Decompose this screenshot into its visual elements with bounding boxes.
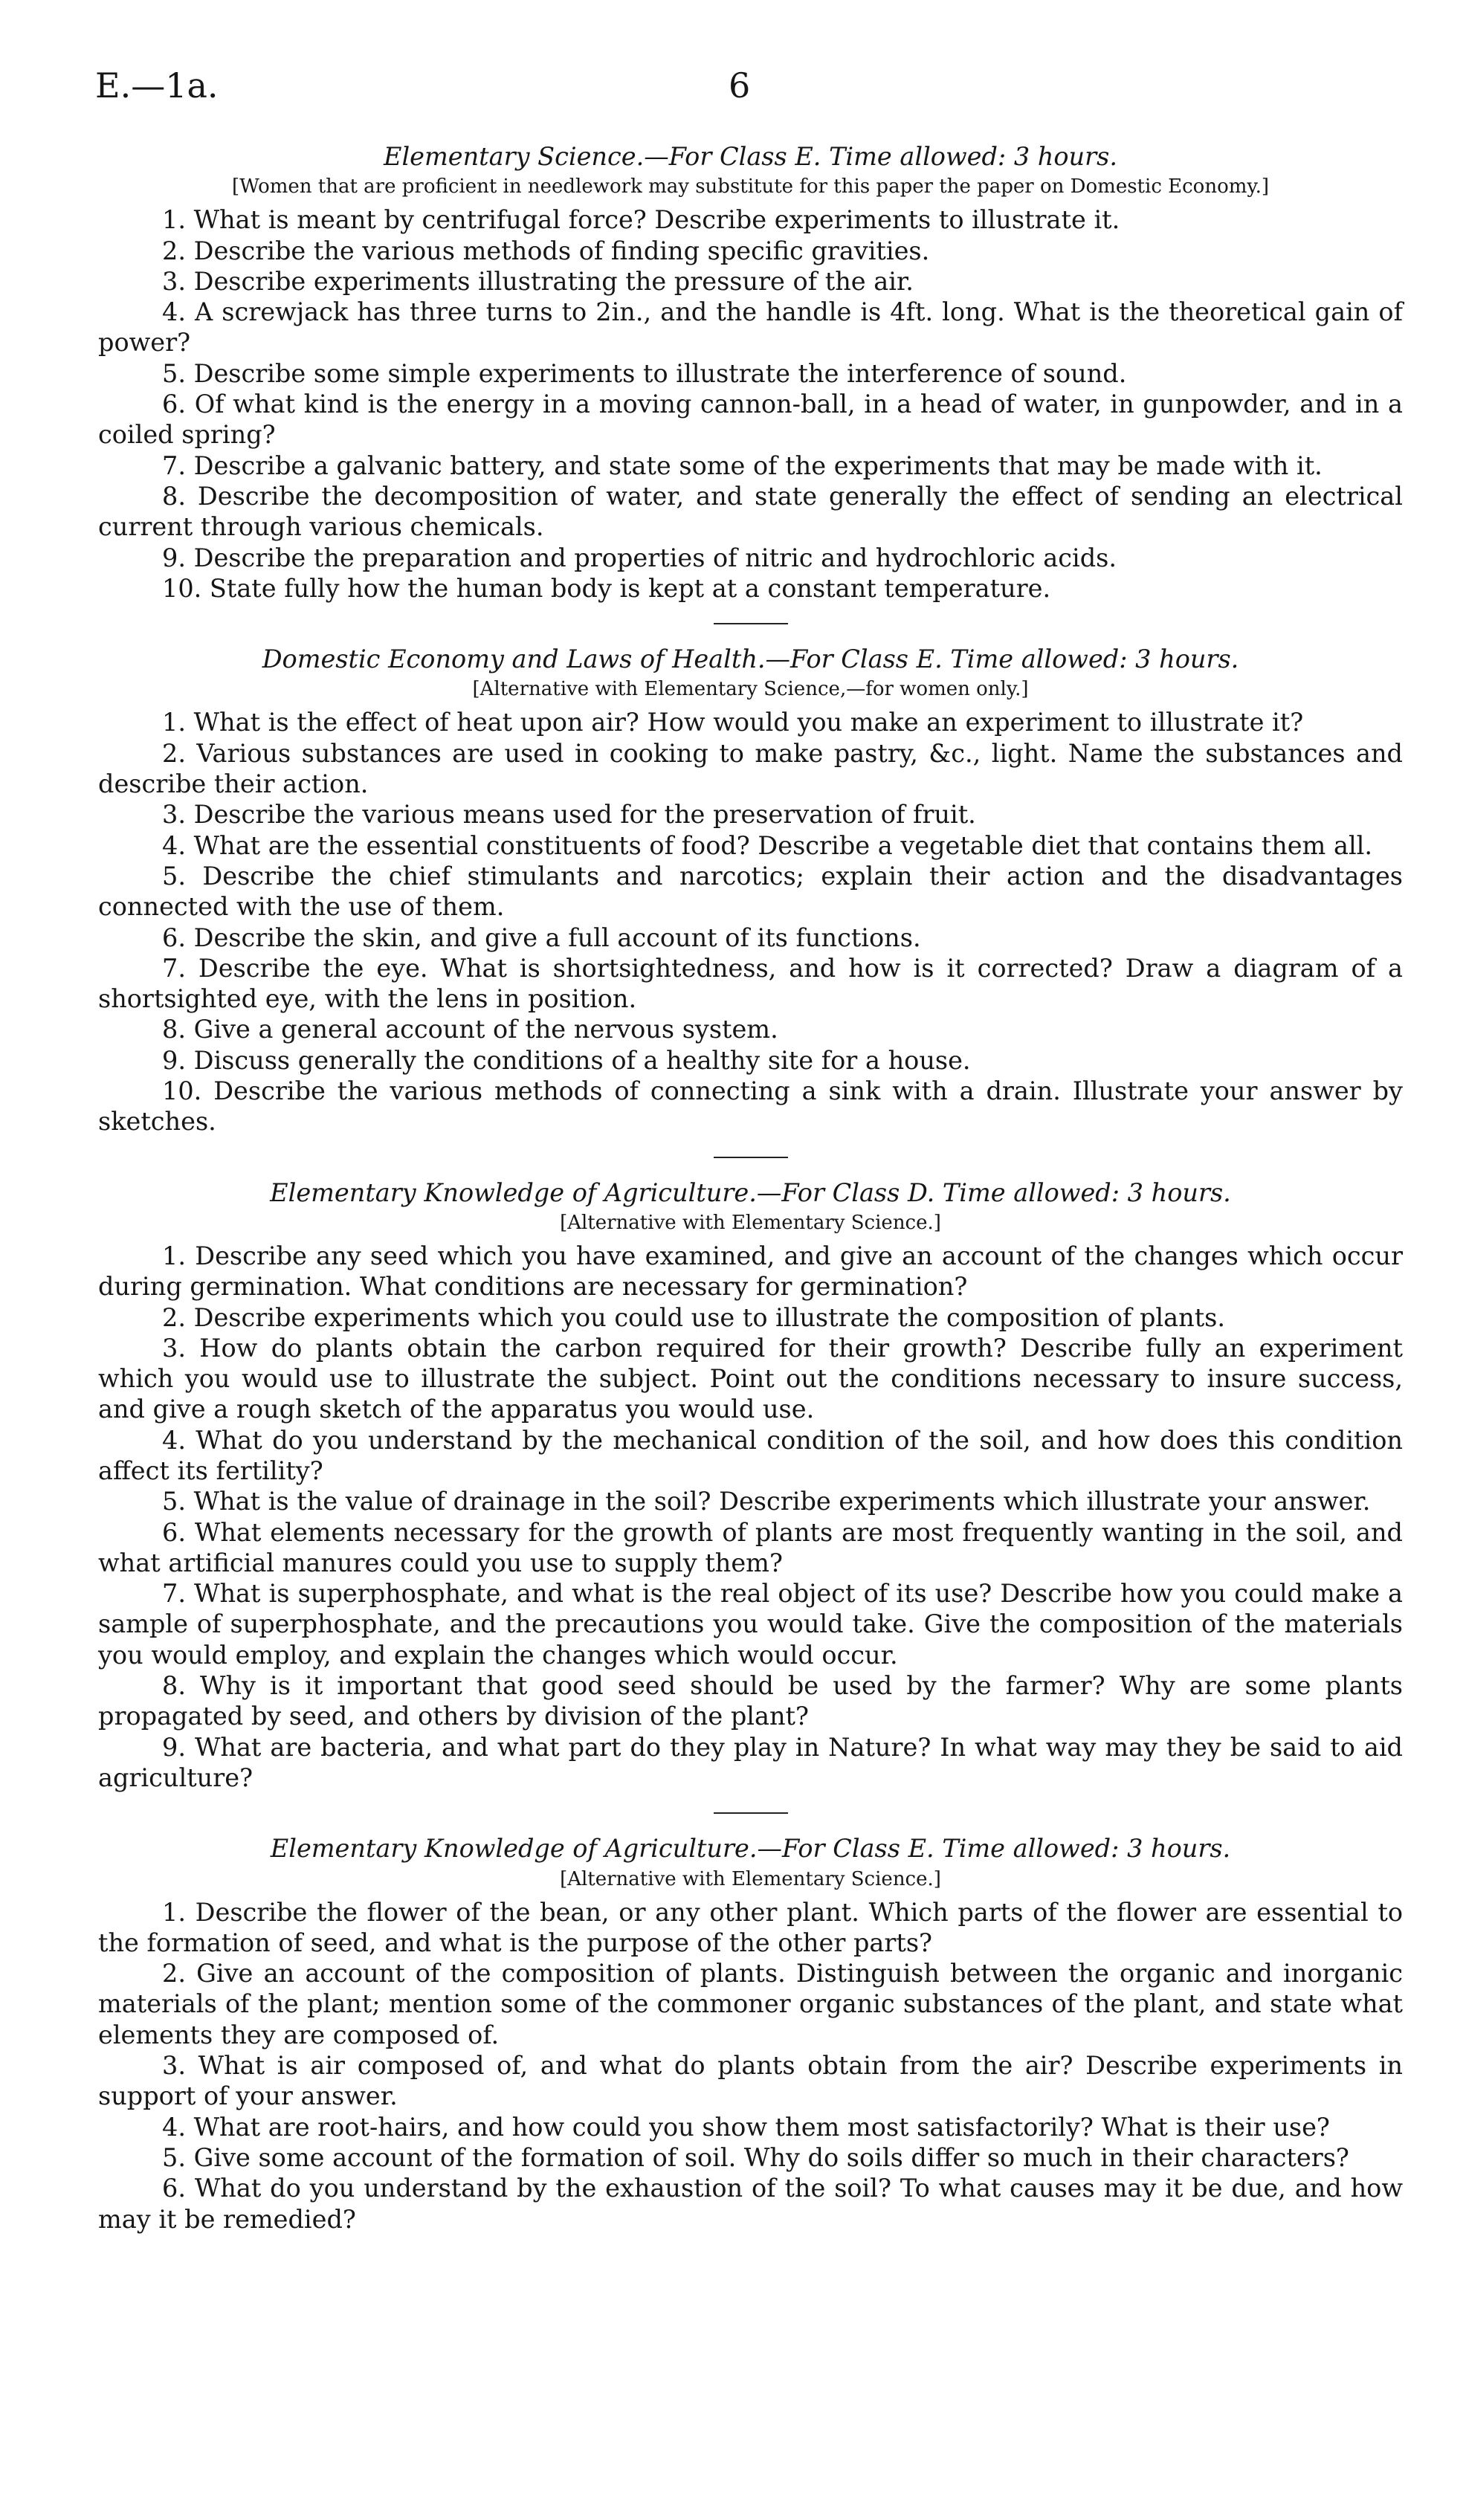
question: 2. Describe the various methods of finding specific gravities. (162, 236, 930, 265)
section-divider (714, 1157, 788, 1158)
section-title: Elementary Science.—For Class E. Time allowed: 3 hours. (384, 142, 1117, 171)
question: 3. Describe experiments illustrating the pressure of the air. (162, 266, 914, 296)
section-divider (714, 1812, 788, 1814)
page-number: 6 (729, 65, 751, 106)
section-title: Elementary Knowledge of Agriculture.—For Class D. Time allowed: 3 hours. (270, 1177, 1231, 1207)
question: 2. Various substances are used in cooking to make pastry, &c., light. Name the substances and describe their action. (98, 738, 1403, 799)
section-agriculture-class-e (98, 1833, 1403, 2235)
question: 1. Describe the flower of the bean, or any other plant. Which parts of the flower are essential to the formation of seed, and what is the purpose of the other parts? (98, 1897, 1403, 1957)
document-body (98, 141, 1403, 2235)
question: 3. Describe the various means used for the preservation of fruit. (162, 800, 976, 830)
question: 1. What is the effect of heat upon air? How would you make an experiment to illustrate it? (162, 708, 1304, 737)
question: 4. What do you understand by the mechanical condition of the soil, and how does this condition affect its fertility? (98, 1425, 1403, 1485)
question: 6. Describe the skin, and give a full account of its functions. (162, 923, 921, 952)
question: 5. Describe the chief stimulants and narcotics; explain their action and the disadvantages connected with the use of them. (98, 861, 1403, 922)
question: 8. Give a general account of the nervous system. (162, 1015, 778, 1044)
question: 8. Describe the decomposition of water, and state generally the effect of sending an electrical current through various chemicals. (98, 481, 1403, 542)
question: 8. Why is it important that good seed should be used by the farmer? Why are some plants propagated by seed, and others by division of the plant? (98, 1671, 1403, 1731)
section-note: [Women that are proficient in needlework may substitute for this paper the paper on Domestic Economy.] (231, 175, 1270, 198)
question: 5. What is the value of drainage in the soil? Describe experiments which illustrate your answer. (162, 1487, 1371, 1516)
section-note: [Alternative with Elementary Science,—for women only.] (472, 678, 1029, 701)
question: 4. What are the essential constituents of food? Describe a vegetable diet that contains them all. (162, 830, 1373, 860)
question: 1. What is meant by centrifugal force? Describe experiments to illustrate it. (162, 205, 1120, 235)
section-divider (714, 623, 788, 624)
question: 7. Describe a galvanic battery, and state some of the experiments that may be made with it. (162, 450, 1323, 480)
section-note: [Alternative with Elementary Science.] (560, 1867, 941, 1890)
question: 2. Describe experiments which you could use to illustrate the composition of plants. (162, 1302, 1225, 1332)
question: 9. Describe the preparation and properties of nitric and hydrochloric acids. (162, 543, 1117, 572)
question: 7. Describe the eye. What is shortsightedness, and how is it corrected? Draw a diagram of a shortsighted eye, with the lens in position. (98, 953, 1403, 1014)
question: 9. What are bacteria, and what part do they play in Nature? In what way may they be said to aid agriculture? (98, 1732, 1403, 1792)
question: 5. Describe some simple experiments to illustrate the interference of sound. (162, 358, 1127, 388)
question: 7. What is superphosphate, and what is the real object of its use? Describe how you could make a sample of superphosphate, and the precautions you would take. Give the composition of the materials you would employ, and explain the changes which would occur. (98, 1579, 1403, 1670)
question: 6. What do you understand by the exhaustion of the soil? To what causes may it be due, and how may it be remedied? (98, 2174, 1403, 2234)
section-elementary-science (98, 141, 1403, 604)
section-domestic-economy (98, 644, 1403, 1137)
question: 6. Of what kind is the energy in a moving cannon-ball, in a head of water, in gunpowder, and in a coiled spring? (98, 390, 1403, 450)
question: 3. How do plants obtain the carbon required for their growth? Describe fully an experiment which you would use to illustrate the subject. Point out the conditions necessary to insure success, and give a rough sketch of the apparatus you would use. (98, 1333, 1403, 1424)
section-title: Elementary Knowledge of Agriculture.—For Class E. Time allowed: 3 hours. (270, 1834, 1231, 1864)
section-agriculture-class-d (98, 1177, 1403, 1794)
question: 6. What elements necessary for the growth of plants are most frequently wanting in the soil, and what artificial manures could you use to supply them? (98, 1517, 1403, 1577)
question: 3. What is air composed of, and what do plants obtain from the air? Describe experiments in support of your answer. (98, 2051, 1403, 2111)
section-title: Domestic Economy and Laws of Health.—For Class E. Time allowed: 3 hours. (262, 644, 1239, 674)
question: 1. Describe any seed which you have examined, and give an account of the changes which occur during germination. What conditions are necessary for germination? (98, 1241, 1403, 1302)
question: 2. Give an account of the composition of plants. Distinguish between the organic and inorganic materials of the plant; mention some of the commoner organic substances of the plant, and state what elements they are composed of. (98, 1959, 1403, 2049)
question: 4. What are root-hairs, and how could you show them most satisfactorily? What is their use? (162, 2112, 1330, 2142)
question: 9. Discuss generally the conditions of a healthy site for a house. (162, 1045, 971, 1075)
question: 10. Describe the various methods of connecting a sink with a drain. Illustrate your answer by sketches. (98, 1076, 1403, 1137)
section-note: [Alternative with Elementary Science.] (560, 1211, 941, 1234)
question: 5. Give some account of the formation of soil. Why do soils differ so much in their characters? (162, 2142, 1349, 2172)
question: 10. State fully how the human body is kept at a constant temperature. (162, 573, 1051, 603)
question: 4. A screwjack has three turns to 2in., and the handle is 4ft. long. What is the theoretical gain of power? (98, 297, 1403, 358)
document-reference: E.—1a. (95, 65, 219, 106)
